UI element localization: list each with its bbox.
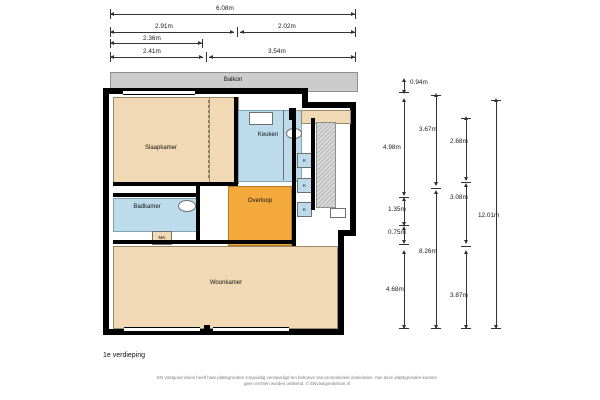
room-label-balkon: Balkon [223, 77, 243, 83]
wall-landing [289, 108, 293, 120]
wall-keuken-right [292, 108, 296, 246]
wall-mullion [204, 325, 210, 333]
room-overloop [228, 186, 292, 246]
dimension-line-2-02 [240, 32, 355, 33]
tick [110, 9, 111, 19]
arrow-up-icon [402, 78, 406, 82]
wall-right-lower [338, 234, 344, 335]
dimension-label-3-08: 3.08m [450, 194, 468, 201]
dimension-line-2-41 [110, 57, 203, 58]
arrow-up-icon [464, 250, 468, 254]
tick [491, 100, 501, 101]
tick [110, 52, 111, 62]
wall-badkamer-top [113, 193, 197, 197]
tick [399, 197, 409, 198]
dimension-label-12-01: 12.01m [478, 212, 500, 219]
stairs [316, 122, 336, 208]
dimension-label-2-36: 2.36m [143, 35, 161, 42]
arrow-right-icon [199, 55, 203, 59]
wall-slaapkamer-bottom [113, 182, 238, 186]
dimension-line-2-36 [110, 43, 202, 44]
bathtub-icon [178, 200, 196, 212]
tick [237, 27, 238, 37]
dimension-line-3-54 [209, 57, 355, 58]
tick [461, 328, 471, 329]
tick [399, 244, 409, 245]
closet-k-2: K [297, 178, 312, 193]
arrow-down-icon [464, 177, 468, 181]
room-label-overloop: Overloop [247, 198, 273, 204]
arrow-up-icon [402, 98, 406, 102]
room-label-woonkamer: Woonkamer [209, 280, 243, 286]
dimension-line-3-67 [436, 95, 437, 185]
dimension-label-2-91: 2.91m [155, 23, 173, 30]
arrow-down-icon [464, 240, 468, 244]
dimension-line-4-98 [404, 100, 405, 195]
tick [202, 39, 203, 48]
tick [431, 95, 441, 96]
room-label-badkamer: Badkamer [133, 204, 161, 210]
disclaimer-text: EN Vastgoed vision heeft haar plattegronden zorgvuldig vervaardigd ten behoeve van promotionele doeleinden. Aan deze plattegronden kunnen geen rechten worden ontleend. © ENvastgoedvision.nl [157, 375, 437, 387]
dimension-label-2-41: 2.41m [143, 48, 161, 55]
dimension-label-3-54: 3.54m [268, 48, 286, 55]
dimension-line-8-26 [436, 192, 437, 328]
wall-woonkamer-top [113, 240, 293, 244]
dimension-label-0-75: 0.75m [388, 229, 406, 236]
wall-stairs-left [311, 118, 315, 210]
dimension-label-6-08: 6.08m [216, 5, 234, 12]
dimension-label-4-68: 4.68m [386, 286, 404, 293]
arrow-down-icon [402, 192, 406, 196]
room-label-keuken: Keuken [257, 132, 279, 138]
arrow-up-icon [464, 183, 468, 187]
window-slaapkamer [123, 90, 195, 95]
arrow-down-icon [434, 182, 438, 186]
arrow-right-icon [230, 30, 234, 34]
dimension-label-2-68: 2.68m [450, 138, 468, 145]
room-label-slaapkamer: Slaapkamer [144, 145, 177, 151]
closet-k-1: K [297, 153, 312, 168]
dimension-label-3-67: 3.67m [419, 126, 437, 133]
tick [399, 225, 409, 226]
closet-mk: MK [152, 231, 172, 245]
dimension-line-2-68 [466, 118, 467, 180]
tick [461, 246, 471, 247]
wall-keuken-left [234, 97, 238, 186]
dimension-line-top-total [110, 14, 355, 15]
dimension-label-3-87: 3.87m [450, 292, 468, 299]
plan-caption: 1e verdieping [103, 352, 146, 359]
room-woonkamer [113, 246, 338, 329]
wall-top-right [302, 102, 356, 108]
tick [431, 328, 441, 329]
dimension-line-3-87 [466, 252, 467, 328]
tick [461, 182, 471, 183]
tick [206, 52, 207, 62]
stove-icon [249, 112, 273, 125]
dimension-label-8-26: 8.26m [419, 248, 437, 255]
tick [355, 52, 356, 62]
arrow-left-icon [209, 55, 213, 59]
tick [355, 9, 356, 19]
counter-edge [283, 110, 284, 180]
tick [399, 328, 409, 329]
radiator-icon [330, 208, 346, 218]
dimension-line-2-91 [110, 32, 234, 33]
closet-k-3: K [297, 202, 312, 217]
room-slaapkamer [113, 97, 210, 184]
tick [110, 27, 111, 37]
tick [355, 27, 356, 37]
dimension-line-4-68 [404, 252, 405, 328]
arrow-left-icon [240, 30, 244, 34]
window-woonkamer-left [124, 327, 200, 332]
dimension-label-4-98: 4.98m [383, 144, 401, 151]
tick [491, 328, 501, 329]
window-woonkamer-right [213, 327, 289, 332]
arrow-up-icon [402, 250, 406, 254]
tick [431, 188, 441, 189]
dimension-label-2-02: 2.02m [278, 23, 296, 30]
dimension-label-0-94: 0.94m [410, 79, 428, 86]
dimension-label-1-35: 1.35m [388, 206, 406, 213]
arrow-up-icon [434, 190, 438, 194]
wall-left-outer [103, 88, 109, 335]
tick [110, 39, 111, 48]
tick [461, 118, 471, 119]
tick [399, 92, 409, 93]
wall-badkamer-right [196, 182, 200, 244]
